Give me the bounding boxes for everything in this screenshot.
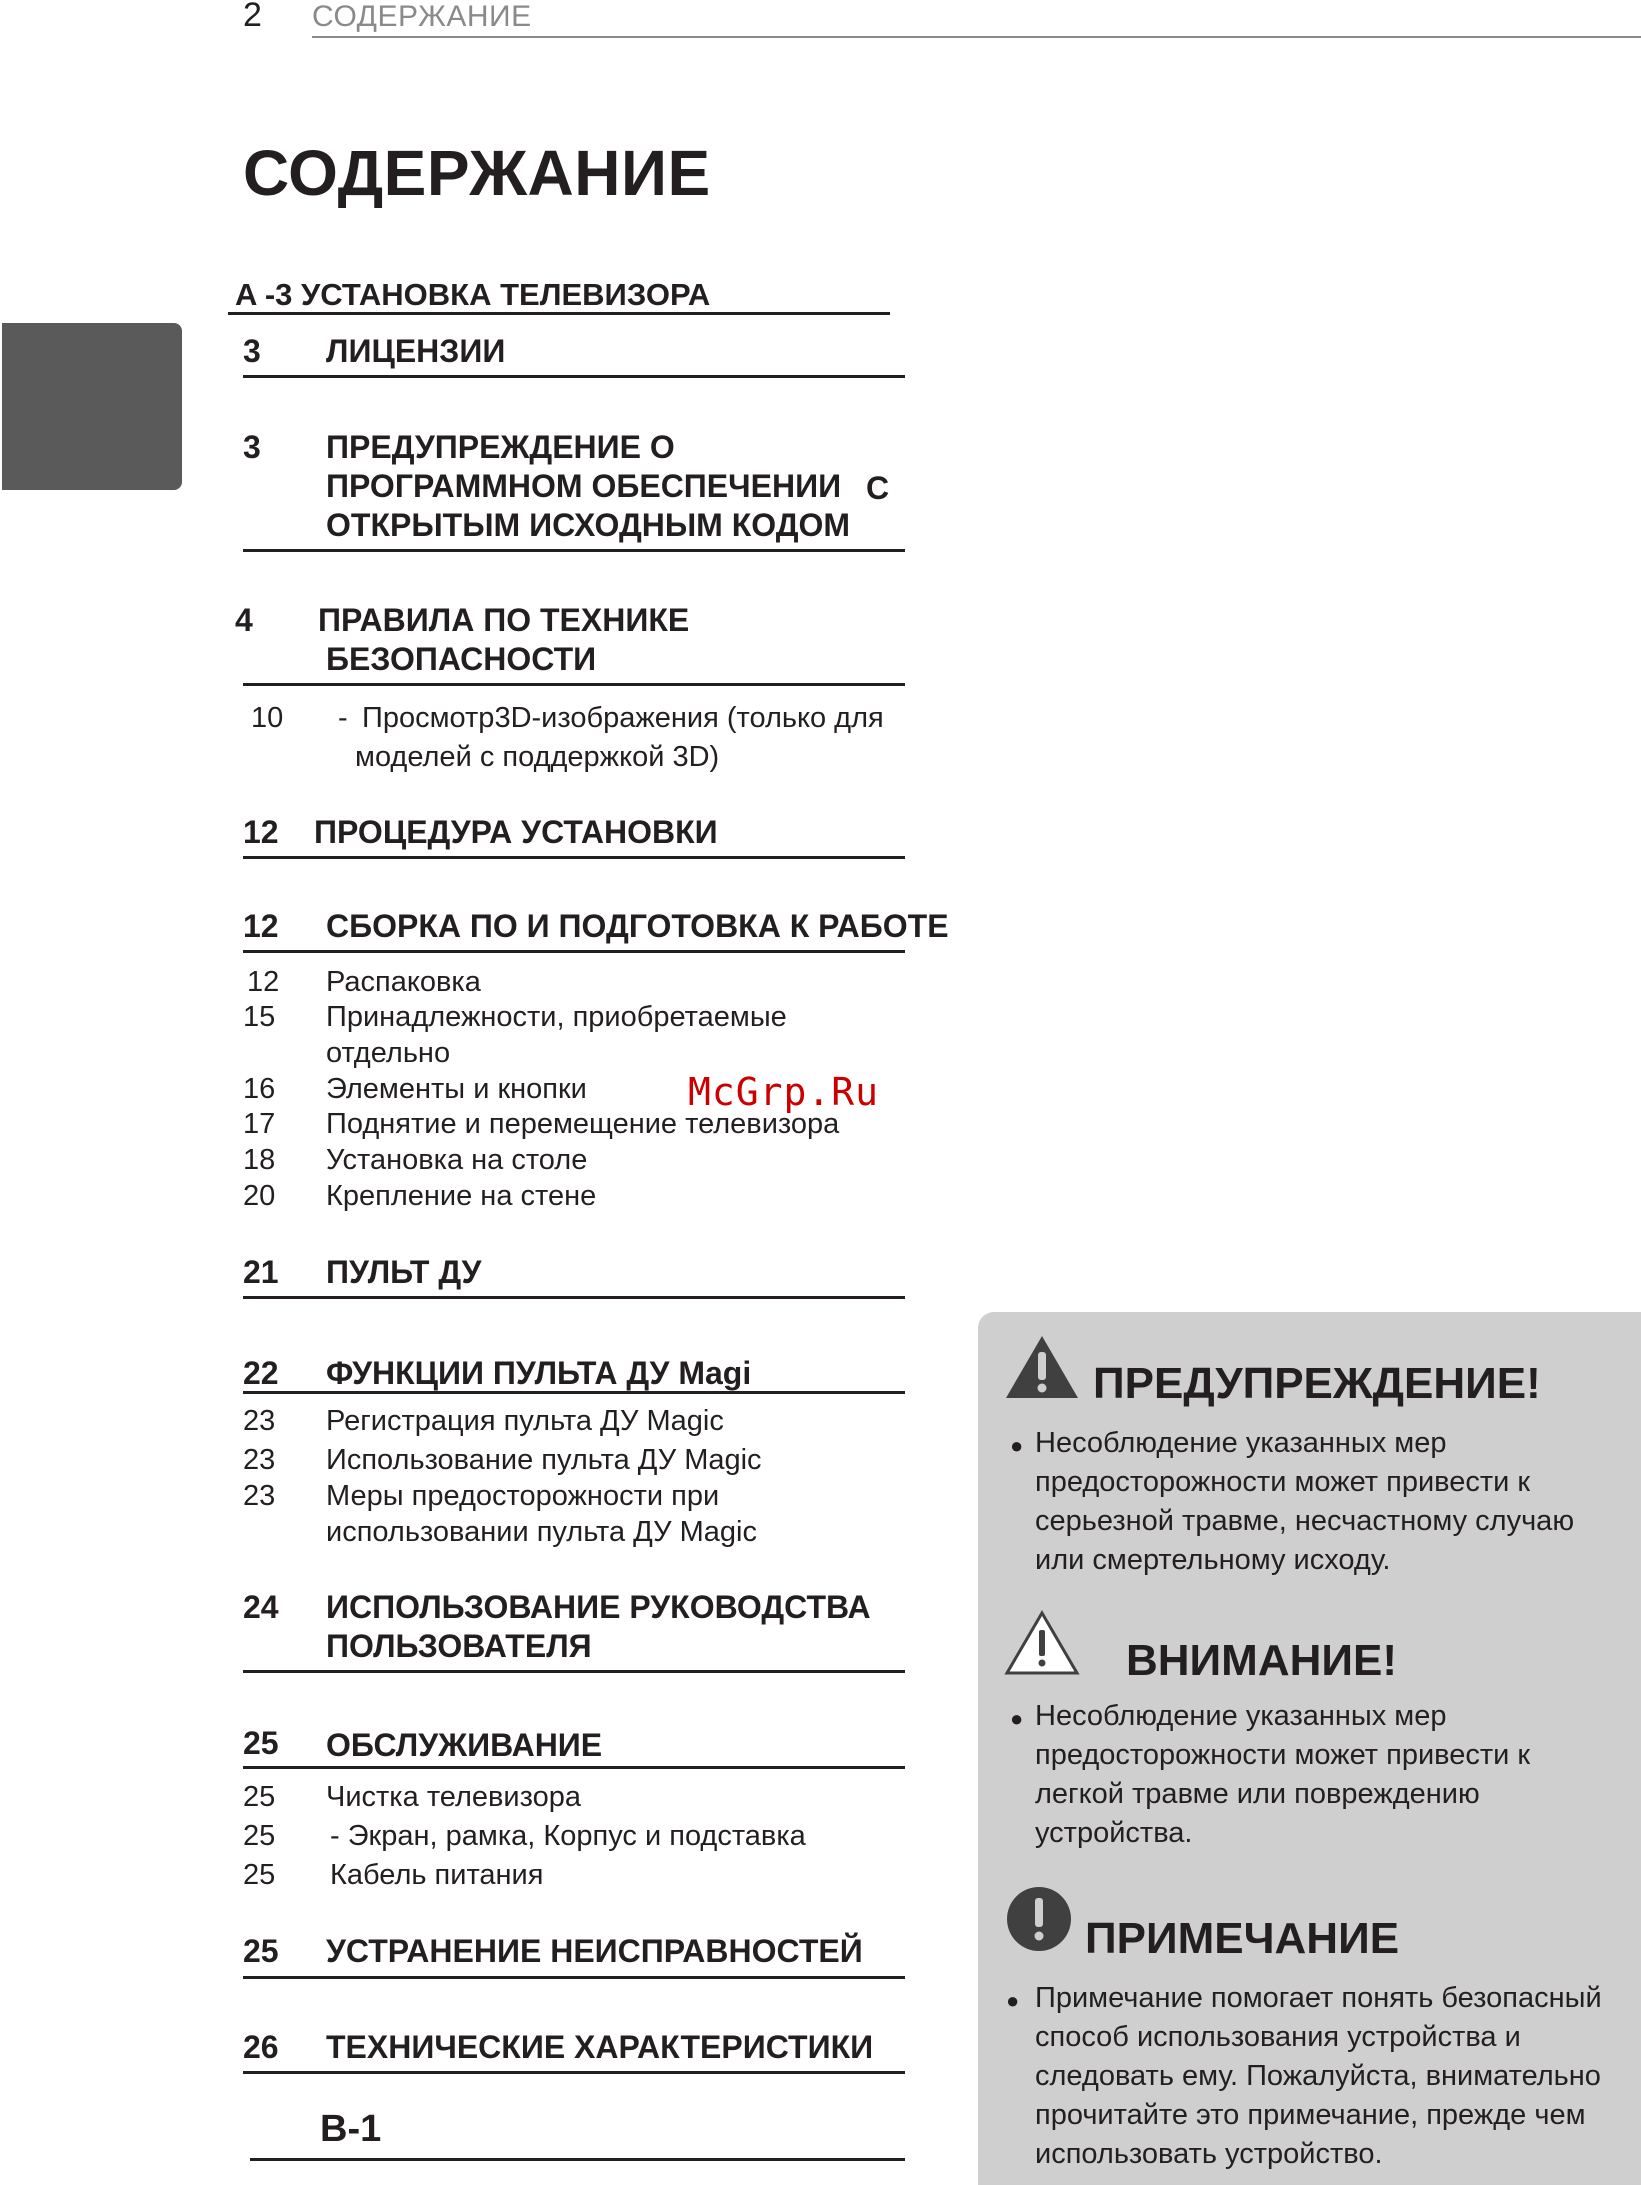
toc-item[interactable]: Крепление на стене (326, 1180, 597, 1212)
exclamation-icon (1006, 1886, 1072, 1952)
toc-view3d-line1[interactable]: Просмотр3D-изображения (только для (362, 702, 884, 734)
caution-text: Несоблюдение указанных мер предосторожности может привести к легкой травме или повреждению устройства. (1035, 1700, 1531, 1849)
caution-title: ВНИМАНИЕ! (1126, 1636, 1398, 1685)
toc-service-num: 25 (243, 1725, 279, 1761)
part-a-rule (228, 312, 890, 315)
toc-view3d-num: 10 (251, 702, 284, 734)
toc-item[interactable]: Установка на столе (326, 1144, 588, 1176)
toc-rule (243, 1670, 905, 1673)
toc-rule (243, 375, 905, 378)
toc-item-num: 16 (243, 1073, 276, 1105)
toc-specs[interactable]: ТЕХНИЧЕСКИЕ ХАРАКТЕРИСТИКИ (326, 2029, 874, 2065)
toc-item-num: 25 (243, 1859, 276, 1891)
toc-item[interactable]: Чистка телевизора (326, 1781, 581, 1813)
page-number: 2 (243, 0, 262, 34)
watermark: McGrp.Ru (688, 1070, 880, 1114)
page-title: СОДЕРЖАНИЕ (243, 137, 711, 209)
toc-view3d-dash: - (338, 702, 348, 734)
warning-icon (1004, 1334, 1080, 1400)
note-title: ПРИМЕЧАНИЕ (1085, 1914, 1400, 1963)
toc-rule (243, 1296, 905, 1299)
part-b-rule (250, 2158, 905, 2161)
toc-rule (243, 856, 905, 859)
toc-item[interactable]: Поднятие и перемещение телевизора (326, 1108, 840, 1140)
toc-item-num: 17 (243, 1108, 276, 1140)
toc-rule (243, 1766, 905, 1769)
toc-open-source-line3[interactable]: ОТКРЫТЫМ ИСХОДНЫМ КОДОМ (326, 507, 851, 543)
toc-rule (243, 950, 905, 953)
toc-specs-num: 26 (243, 2029, 279, 2065)
toc-safety-num: 4 (235, 602, 253, 638)
toc-remote[interactable]: ПУЛЬТ ДУ (326, 1254, 482, 1290)
running-header: СОДЕРЖАНИЕ (312, 0, 532, 33)
toc-rule (243, 1391, 905, 1394)
toc-service[interactable]: ОБСЛУЖИВАНИЕ (326, 1727, 603, 1763)
toc-item-num: 23 (243, 1405, 276, 1437)
toc-item[interactable]: Использование пульта ДУ Magic (326, 1444, 762, 1476)
toc-item-num: 25 (243, 1820, 276, 1852)
part-a-heading: A -3 УСТАНОВКА ТЕЛЕВИЗОРА (235, 277, 711, 312)
toc-rule (243, 549, 905, 552)
warning-text: Несоблюдение указанных мер предосторожности может привести к серьезной травме, несчастному случаю или смертельному исходу. (1035, 1427, 1575, 1576)
toc-safety-line2[interactable]: БЕЗОПАСНОСТИ (326, 641, 597, 677)
toc-item-num: 20 (243, 1180, 276, 1212)
caution-icon (1004, 1610, 1080, 1676)
toc-item[interactable]: Элементы и кнопки (326, 1073, 587, 1105)
toc-manual-line2[interactable]: ПОЛЬЗОВАТЕЛЯ (326, 1628, 592, 1664)
toc-open-source-line2-tail[interactable]: С (866, 470, 890, 506)
warning-title: ПРЕДУПРЕЖДЕНИЕ! (1093, 1359, 1541, 1408)
toc-item-num: 12 (247, 966, 280, 998)
toc-install[interactable]: ПРОЦЕДУРА УСТАНОВКИ (314, 814, 718, 850)
toc-open-source-line2[interactable]: ПРОГРАММНОМ ОБЕСПЕЧЕНИИ (326, 468, 842, 504)
toc-rule (243, 683, 905, 686)
toc-view3d-line2[interactable]: моделей с поддержкой 3D) (355, 741, 720, 773)
toc-install-num: 12 (243, 814, 279, 850)
toc-troubleshoot-num: 25 (243, 1933, 279, 1969)
toc-licenses-num: 3 (243, 333, 261, 369)
toc-item-num: 15 (243, 1001, 276, 1033)
toc-item[interactable]: Меры предосторожности при (326, 1480, 720, 1512)
toc-item[interactable]: - Экран, рамка, Корпус и подставка (330, 1820, 806, 1852)
toc-item[interactable]: Кабель питания (330, 1859, 544, 1891)
bullet-icon: ● (1006, 1988, 1020, 2013)
header-divider (312, 36, 1641, 38)
toc-item-cont[interactable]: использовании пульта ДУ Magic (326, 1516, 757, 1548)
toc-magic-num: 22 (243, 1355, 279, 1391)
toc-item[interactable]: Принадлежности, приобретаемые (326, 1001, 787, 1033)
toc-troubleshoot[interactable]: УСТРАНЕНИЕ НЕИСПРАВНОСТЕЙ (326, 1933, 863, 1969)
toc-item-num: 23 (243, 1480, 276, 1512)
toc-item-num: 23 (243, 1444, 276, 1476)
bullet-icon: ● (1010, 1433, 1024, 1458)
toc-manual-line1[interactable]: ИСПОЛЬЗОВАНИЕ РУКОВОДСТВА (326, 1589, 871, 1625)
toc-item[interactable]: Распаковка (326, 966, 481, 998)
toc-assembly-num: 12 (243, 908, 279, 944)
toc-item[interactable]: Регистрация пульта ДУ Magic (326, 1405, 724, 1437)
toc-rule (243, 2071, 905, 2074)
toc-rule (243, 1976, 905, 1979)
toc-safety-line1[interactable]: ПРАВИЛА ПО ТЕХНИКЕ (318, 602, 690, 638)
part-b-heading: B-1 (320, 2108, 382, 2150)
toc-item-num: 18 (243, 1144, 276, 1176)
toc-open-source-line1[interactable]: ПРЕДУПРЕЖДЕНИЕ О (326, 429, 675, 465)
toc-remote-num: 21 (243, 1254, 279, 1290)
toc-item-num: 25 (243, 1781, 276, 1813)
toc-open-source-num: 3 (243, 429, 261, 465)
toc-manual-num: 24 (243, 1589, 279, 1625)
bullet-icon: ● (1010, 1706, 1024, 1731)
note-text: Примечание помогает понять безопасный способ использования устройства и следовать ему. Пожалуйста, внимательно прочитайте это примечание, прежде чем использовать устройство. (1035, 1982, 1602, 2170)
toc-licenses[interactable]: ЛИЦЕНЗИИ (326, 333, 506, 369)
toc-assembly[interactable]: СБОРКА ПО И ПОДГОТОВКА К РАБОТЕ (326, 908, 949, 944)
toc-magic[interactable]: ФУНКЦИИ ПУЛЬТА ДУ Magi (326, 1355, 752, 1391)
chapter-tab (2, 323, 182, 490)
toc-item-cont[interactable]: отдельно (326, 1037, 451, 1069)
